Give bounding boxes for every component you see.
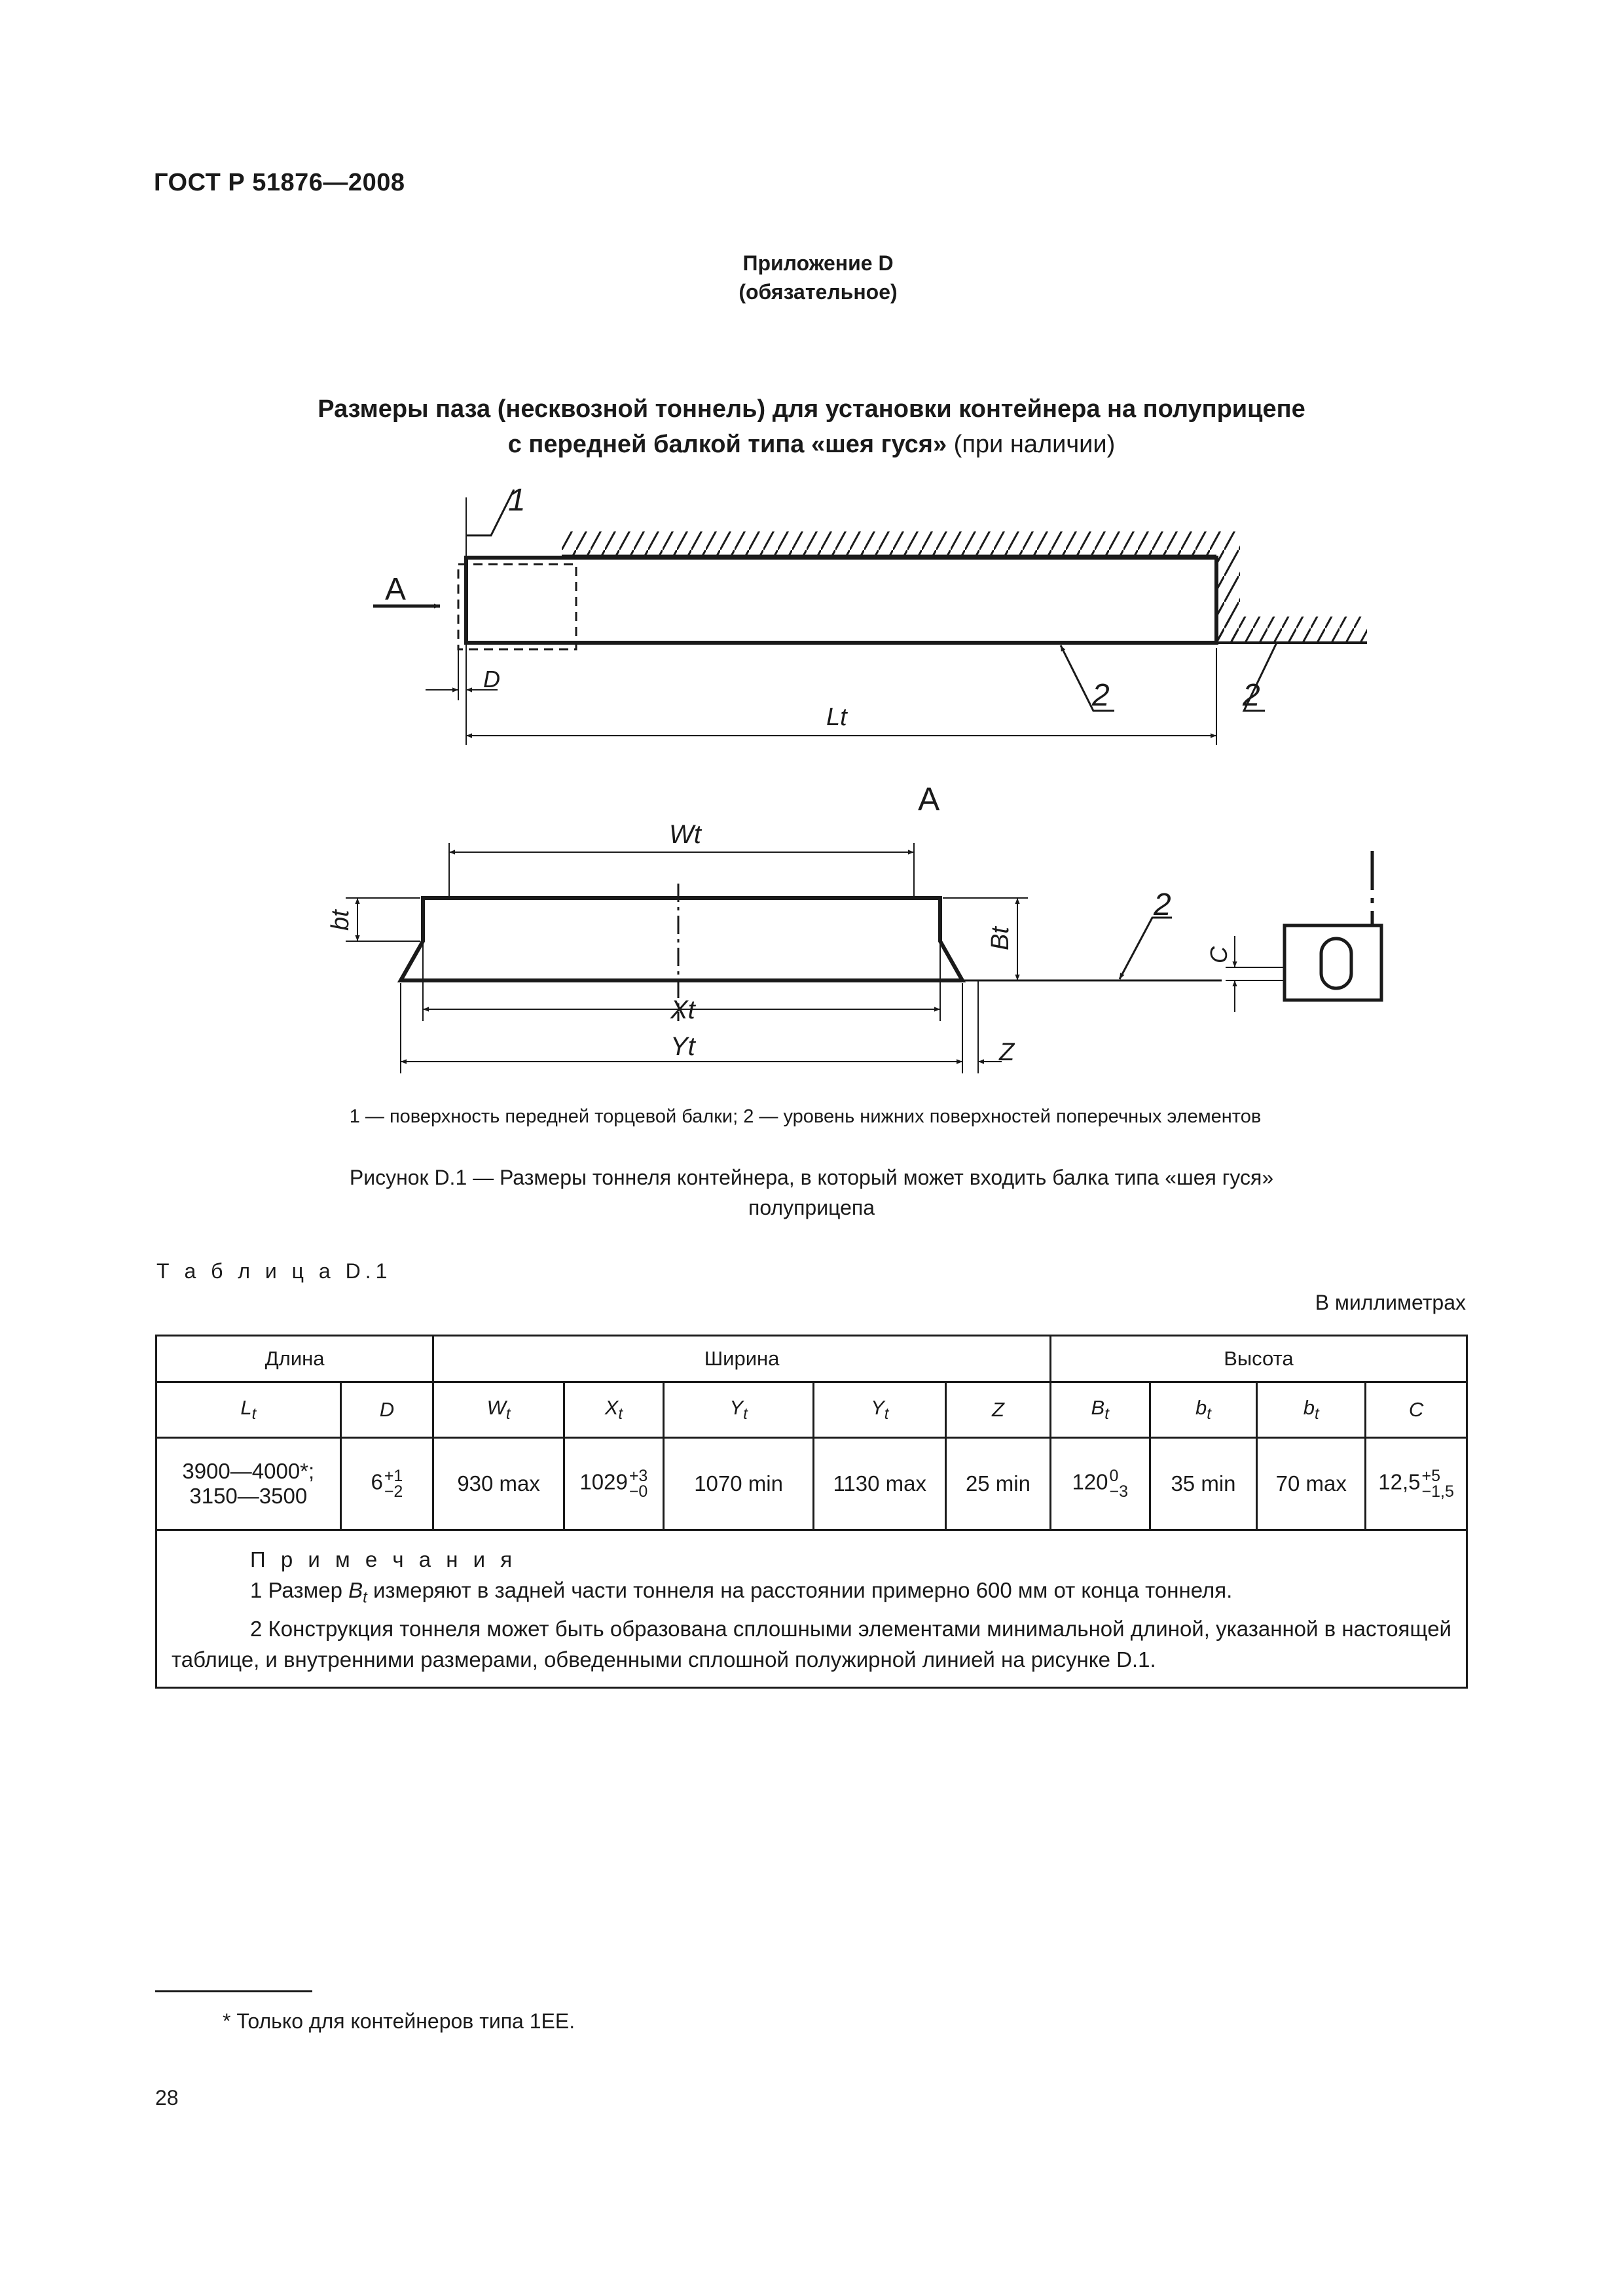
label-arrow-a: A (385, 572, 407, 607)
figure-legend: 1 — поверхность передней торцевой балки; 2 — уровень нижних поверхностей поперечных элементов (349, 1106, 1262, 1127)
group-height: Высота (1050, 1336, 1467, 1382)
header-bt-min: $b_t$ (1150, 1382, 1257, 1438)
figure-title-line2: с передней балкой типа «шея гуся» (507, 431, 947, 458)
footnote-separator (155, 1990, 312, 1992)
table-notes-row (156, 1530, 1467, 1688)
notes-title: П р и м е ч а н и я (250, 1547, 517, 1571)
label-dim-wt: Wt (669, 820, 701, 849)
cell-wt: 930 max (433, 1438, 564, 1530)
label-dim-c: C (1205, 946, 1232, 963)
header-z: Z (946, 1382, 1051, 1438)
cell-yt-min: 1070 min (663, 1438, 814, 1530)
cell-yt-max: 1130 max (814, 1438, 946, 1530)
header-bt-upper: $B_t$ (1050, 1382, 1150, 1438)
page-number: 28 (155, 2086, 179, 2109)
cell-bt-upper: 120 0 −3 (1050, 1438, 1150, 1530)
figure-title-note: (при наличии) (947, 431, 1116, 458)
table-notes (156, 1530, 1467, 1688)
cell-lt: 3900—4000*; 3150—3500 (156, 1438, 341, 1530)
cell-xt: 1029 +3 −0 (564, 1438, 663, 1530)
note-1: 1 Размер $B_t$ измеряют в задней части тоннеля на расстоянии примерно 600 мм от конца тоннеля. (250, 1578, 1233, 1607)
cell-bt-min: 35 min (1150, 1438, 1257, 1530)
cell-bt-max: 70 max (1257, 1438, 1366, 1530)
label-dim-d: D (483, 666, 500, 692)
header-wt: $W_t$ (433, 1382, 564, 1438)
document-header: ГОСТ Р 51876—2008 (154, 169, 405, 196)
label-dim-bt-upper: Bt (987, 927, 1014, 950)
table-units: В миллиметрах (1315, 1291, 1466, 1314)
figure-caption-line1: Рисунок D.1 — Размеры тоннеля контейнера, в который может входить балка типа «шея гуся» (349, 1166, 1274, 1189)
figure-caption-line2: полуприцепа (748, 1196, 875, 1219)
cell-d: 6 +1 −2 (340, 1438, 433, 1530)
header-d: D (340, 1382, 433, 1438)
header-lt: $L_t$ (156, 1382, 341, 1438)
label-view-a: A (918, 781, 940, 817)
header-yt-min: $Y_t$ (663, 1382, 814, 1438)
note-2: 2 Конструкция тоннеля может быть образована сплошными элементами минимальной длиной, указанной в настоящей таблице, и внутренними размерами, обведенными сплошной полужирной линией на рисунке D.1. (172, 1616, 1451, 1672)
table-group-header-row (156, 1336, 1467, 1382)
figure-title-line1: Размеры паза (несквозной тоннель) для установки контейнера на полуприцепе (318, 395, 1305, 423)
side-view (373, 490, 1367, 745)
table-label: Т а б л и ц а D.1 (156, 1259, 392, 1283)
cell-z: 25 min (946, 1438, 1051, 1530)
header-yt-max: $Y_t$ (814, 1382, 946, 1438)
appendix-status: (обязательное) (739, 280, 898, 304)
table-row (156, 1438, 1467, 1530)
label-ref-2a: 2 (1092, 678, 1110, 713)
side-view-labels (385, 483, 1260, 731)
view-a-labels (327, 781, 1232, 1066)
appendix-title: Приложение D (742, 251, 894, 275)
label-dim-lt: Lt (826, 704, 847, 731)
header-xt: $X_t$ (564, 1382, 663, 1438)
label-ref-2c: 2 (1154, 888, 1171, 922)
group-width: Ширина (433, 1336, 1051, 1382)
table-header-row (156, 1382, 1467, 1438)
dimensions-table (155, 1335, 1468, 1689)
cell-c: 12,5 +5 −1,5 (1366, 1438, 1467, 1530)
footnote: * Только для контейнеров типа 1ЕЕ. (223, 2009, 575, 2033)
header-bt-max: $b_t$ (1257, 1382, 1366, 1438)
label-dim-z: Z (999, 1039, 1015, 1066)
figure-caption (196, 1162, 1427, 1223)
label-dim-bt: bt (327, 910, 354, 931)
label-dim-xt: Xt (670, 996, 695, 1024)
group-length: Длина (156, 1336, 433, 1382)
label-ref-2b: 2 (1243, 678, 1260, 713)
header-c: C (1366, 1382, 1467, 1438)
label-dim-yt: Yt (670, 1032, 695, 1061)
label-ref-1: 1 (508, 483, 526, 518)
